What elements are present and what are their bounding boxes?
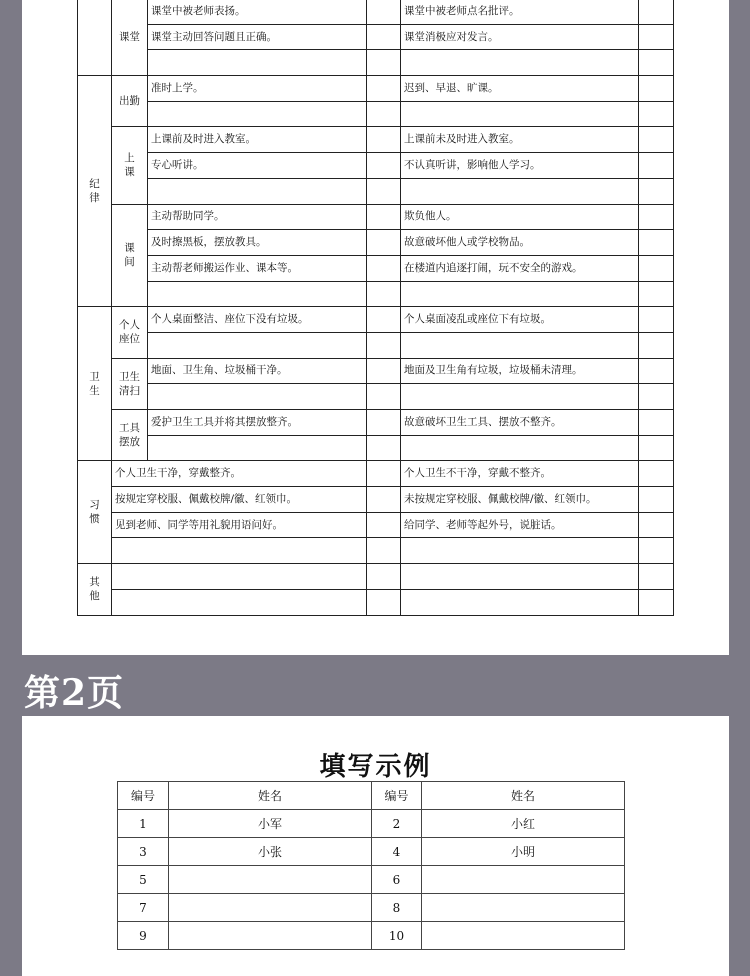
number-cell: 3: [118, 838, 169, 866]
category-label: 卫生: [89, 370, 100, 397]
bad-behavior-cell[interactable]: 故意破坏卫生工具、摆放不整齐。: [401, 410, 639, 436]
good-score-cell[interactable]: [367, 461, 401, 487]
table-row: [78, 0, 674, 24]
header-name: 姓名: [422, 782, 625, 810]
bad-score-cell[interactable]: [639, 538, 674, 564]
subcategory-label: 卫生清扫: [118, 370, 140, 397]
table-row: [78, 358, 674, 384]
good-score-cell[interactable]: [367, 589, 401, 615]
bad-score-cell[interactable]: [639, 0, 674, 24]
table-row: [78, 512, 674, 538]
subcategory-label: 出勤: [118, 95, 140, 108]
good-behavior-cell[interactable]: 及时擦黑板，摆放教具。: [148, 230, 367, 256]
good-behavior-cell[interactable]: [112, 538, 367, 564]
bad-score-cell[interactable]: [639, 204, 674, 230]
table-row: [78, 461, 674, 487]
subcategory-cell-personal_seat: [112, 307, 148, 358]
bad-behavior-cell[interactable]: [401, 538, 639, 564]
bad-score-cell[interactable]: [639, 410, 674, 436]
bad-behavior-cell[interactable]: 给同学、老师等起外号，说脏话。: [401, 512, 639, 538]
bad-score-cell[interactable]: [639, 230, 674, 256]
bad-behavior-cell[interactable]: 未按规定穿校服、佩戴校牌/徽、红领巾。: [401, 487, 639, 513]
table-row: [78, 178, 674, 204]
table-row: [78, 50, 674, 76]
bad-behavior-cell[interactable]: 个人桌面凌乱或座位下有垃圾。: [401, 307, 639, 333]
bad-score-cell[interactable]: [639, 281, 674, 307]
category-cell-other: [78, 564, 112, 615]
table-row: [78, 153, 674, 179]
number-cell: 4: [372, 838, 422, 866]
good-behavior-cell[interactable]: 课堂中被老师表扬。: [148, 0, 367, 24]
good-score-cell[interactable]: [367, 0, 401, 24]
good-score-cell[interactable]: [367, 76, 401, 102]
bad-score-cell[interactable]: [639, 307, 674, 333]
bad-score-cell[interactable]: [639, 564, 674, 590]
header-name: 姓名: [169, 782, 372, 810]
table-row: [118, 838, 625, 866]
good-score-cell[interactable]: [367, 435, 401, 461]
category-cell-habits: [78, 461, 112, 564]
table-row: [78, 384, 674, 410]
name-cell[interactable]: [169, 922, 372, 950]
good-behavior-cell[interactable]: [148, 384, 367, 410]
number-cell: 8: [372, 894, 422, 922]
name-cell[interactable]: 小明: [422, 838, 625, 866]
good-behavior-cell[interactable]: 见到老师、同学等用礼貌用语问好。: [112, 512, 367, 538]
table-row: [78, 332, 674, 358]
category-cell-discipline: [78, 76, 112, 307]
bad-behavior-cell[interactable]: [401, 178, 639, 204]
good-score-cell[interactable]: [367, 538, 401, 564]
subcategory-cell-recess: [112, 204, 148, 307]
table-row: [78, 307, 674, 333]
good-behavior-cell[interactable]: 主动帮助同学。: [148, 204, 367, 230]
category-label: 其他: [89, 576, 100, 603]
bad-behavior-cell[interactable]: 课堂中被老师点名批评。: [401, 0, 639, 24]
bad-behavior-cell[interactable]: 迟到、早退、旷课。: [401, 76, 639, 102]
good-behavior-cell[interactable]: 专心听讲。: [148, 153, 367, 179]
good-score-cell[interactable]: [367, 358, 401, 384]
good-behavior-cell[interactable]: [148, 178, 367, 204]
table-row: [78, 24, 674, 50]
name-cell[interactable]: [422, 894, 625, 922]
name-cell[interactable]: [422, 866, 625, 894]
bad-behavior-cell[interactable]: 上课前未及时进入教室。: [401, 127, 639, 153]
bad-behavior-cell[interactable]: [401, 589, 639, 615]
bad-score-cell[interactable]: [639, 76, 674, 102]
bad-score-cell[interactable]: [639, 153, 674, 179]
example-table: [117, 781, 625, 950]
name-cell[interactable]: 小红: [422, 810, 625, 838]
subcategory-label: 工具摆放: [118, 422, 140, 449]
subcategory-cell-attendance: [112, 76, 148, 127]
bad-score-cell[interactable]: [639, 384, 674, 410]
number-cell: 1: [118, 810, 169, 838]
table-row: [78, 435, 674, 461]
category-label: 纪律: [89, 178, 100, 205]
category-label: 习惯: [89, 499, 100, 526]
bad-score-cell[interactable]: [639, 589, 674, 615]
bad-behavior-cell[interactable]: [401, 101, 639, 127]
table-row: [118, 894, 625, 922]
bad-behavior-cell[interactable]: 不认真听讲，影响他人学习。: [401, 153, 639, 179]
bad-behavior-cell[interactable]: 地面及卫生角有垃圾，垃圾桶未清理。: [401, 358, 639, 384]
good-behavior-cell[interactable]: 个人桌面整洁、座位下没有垃圾。: [148, 307, 367, 333]
good-behavior-cell[interactable]: [148, 101, 367, 127]
example-title: 填写示例: [319, 752, 432, 782]
bad-score-cell[interactable]: [639, 461, 674, 487]
good-score-cell[interactable]: [367, 153, 401, 179]
bad-behavior-cell[interactable]: [401, 281, 639, 307]
bad-behavior-cell[interactable]: [401, 50, 639, 76]
bad-score-cell[interactable]: [639, 487, 674, 513]
name-cell[interactable]: 小军: [169, 810, 372, 838]
bad-behavior-cell[interactable]: [401, 332, 639, 358]
number-cell: 7: [118, 894, 169, 922]
good-behavior-cell[interactable]: [148, 50, 367, 76]
subcategory-cell-tools: [112, 410, 148, 461]
number-cell: 2: [372, 810, 422, 838]
bad-behavior-cell[interactable]: 在楼道内追逐打闹，玩不安全的游戏。: [401, 255, 639, 281]
table-row: [78, 564, 674, 590]
good-behavior-cell[interactable]: [112, 564, 367, 590]
good-behavior-cell[interactable]: [148, 332, 367, 358]
good-behavior-cell[interactable]: 爱护卫生工具并将其摆放整齐。: [148, 410, 367, 436]
subcategory-cell-in_class: [112, 127, 148, 204]
subcategory-label: 上课: [124, 152, 135, 179]
bad-score-cell[interactable]: [639, 512, 674, 538]
good-behavior-cell[interactable]: 地面、卫生角、垃圾桶干净。: [148, 358, 367, 384]
category-cell-hygiene: [78, 307, 112, 461]
good-behavior-cell[interactable]: 上课前及时进入教室。: [148, 127, 367, 153]
subcategory-label: 课间: [124, 242, 135, 269]
subcategory-cell-classroom: [112, 0, 148, 76]
table-row: [118, 866, 625, 894]
name-cell[interactable]: [169, 866, 372, 894]
header-row: [118, 782, 625, 810]
good-behavior-cell[interactable]: 课堂主动回答问题且正确。: [148, 24, 367, 50]
bad-score-cell[interactable]: [639, 358, 674, 384]
bad-behavior-cell[interactable]: 个人卫生不干净，穿戴不整齐。: [401, 461, 639, 487]
number-cell: 10: [372, 922, 422, 950]
name-cell[interactable]: [169, 894, 372, 922]
number-cell: 6: [372, 866, 422, 894]
good-score-cell[interactable]: [367, 307, 401, 333]
bad-behavior-cell[interactable]: 课堂消极应对发言。: [401, 24, 639, 50]
bad-behavior-cell[interactable]: 故意破坏他人或学校物品。: [401, 230, 639, 256]
good-score-cell[interactable]: [367, 410, 401, 436]
header-number: 编号: [118, 782, 169, 810]
table-row: [78, 281, 674, 307]
bad-score-cell[interactable]: [639, 24, 674, 50]
table-row: [78, 230, 674, 256]
bad-score-cell[interactable]: [639, 178, 674, 204]
number-cell: 5: [118, 866, 169, 894]
bad-behavior-cell[interactable]: 欺负他人。: [401, 204, 639, 230]
good-score-cell[interactable]: [367, 24, 401, 50]
subcategory-label: 个人座位: [118, 319, 140, 346]
table-row: [78, 255, 674, 281]
good-behavior-cell[interactable]: 主动帮老师搬运作业、课本等。: [148, 255, 367, 281]
good-score-cell[interactable]: [367, 487, 401, 513]
table-row: [118, 922, 625, 950]
good-score-cell[interactable]: [367, 384, 401, 410]
bad-score-cell[interactable]: [639, 435, 674, 461]
good-behavior-cell[interactable]: 准时上学。: [148, 76, 367, 102]
table-row: [118, 810, 625, 838]
bad-score-cell[interactable]: [639, 255, 674, 281]
bad-score-cell[interactable]: [639, 50, 674, 76]
good-score-cell[interactable]: [367, 281, 401, 307]
table-row: [78, 487, 674, 513]
good-score-cell[interactable]: [367, 101, 401, 127]
good-behavior-cell[interactable]: [148, 281, 367, 307]
bad-score-cell[interactable]: [639, 332, 674, 358]
header-number: 编号: [372, 782, 422, 810]
bad-score-cell[interactable]: [639, 127, 674, 153]
page-2-label: 第2页: [24, 672, 125, 714]
bad-behavior-cell[interactable]: [401, 564, 639, 590]
table-row: [78, 589, 674, 615]
bad-behavior-cell[interactable]: [401, 384, 639, 410]
good-score-cell[interactable]: [367, 332, 401, 358]
table-row: [78, 538, 674, 564]
bad-score-cell[interactable]: [639, 101, 674, 127]
page-1-sheet: [22, 0, 729, 655]
good-score-cell[interactable]: [367, 127, 401, 153]
good-score-cell[interactable]: [367, 230, 401, 256]
conduct-rules-table: [77, 0, 674, 616]
good-score-cell[interactable]: [367, 255, 401, 281]
number-cell: 9: [118, 922, 169, 950]
bad-behavior-cell[interactable]: [401, 435, 639, 461]
subcategory-label: 课堂: [118, 31, 140, 44]
good-behavior-cell[interactable]: [112, 589, 367, 615]
good-behavior-cell[interactable]: 个人卫生干净，穿戴整齐。: [112, 461, 367, 487]
name-cell[interactable]: [422, 922, 625, 950]
good-score-cell[interactable]: [367, 204, 401, 230]
category-cell-cont: [78, 0, 112, 76]
table-row: [78, 101, 674, 127]
good-score-cell[interactable]: [367, 512, 401, 538]
subcategory-cell-cleaning: [112, 358, 148, 409]
good-behavior-cell[interactable]: 按规定穿校服、佩戴校牌/徽、红领巾。: [112, 487, 367, 513]
table-row: [78, 410, 674, 436]
table-row: [78, 127, 674, 153]
page-2-sheet: [22, 716, 729, 976]
good-behavior-cell[interactable]: [148, 435, 367, 461]
good-score-cell[interactable]: [367, 50, 401, 76]
table-row: [78, 204, 674, 230]
good-score-cell[interactable]: [367, 564, 401, 590]
name-cell[interactable]: 小张: [169, 838, 372, 866]
table-row: [78, 76, 674, 102]
good-score-cell[interactable]: [367, 178, 401, 204]
